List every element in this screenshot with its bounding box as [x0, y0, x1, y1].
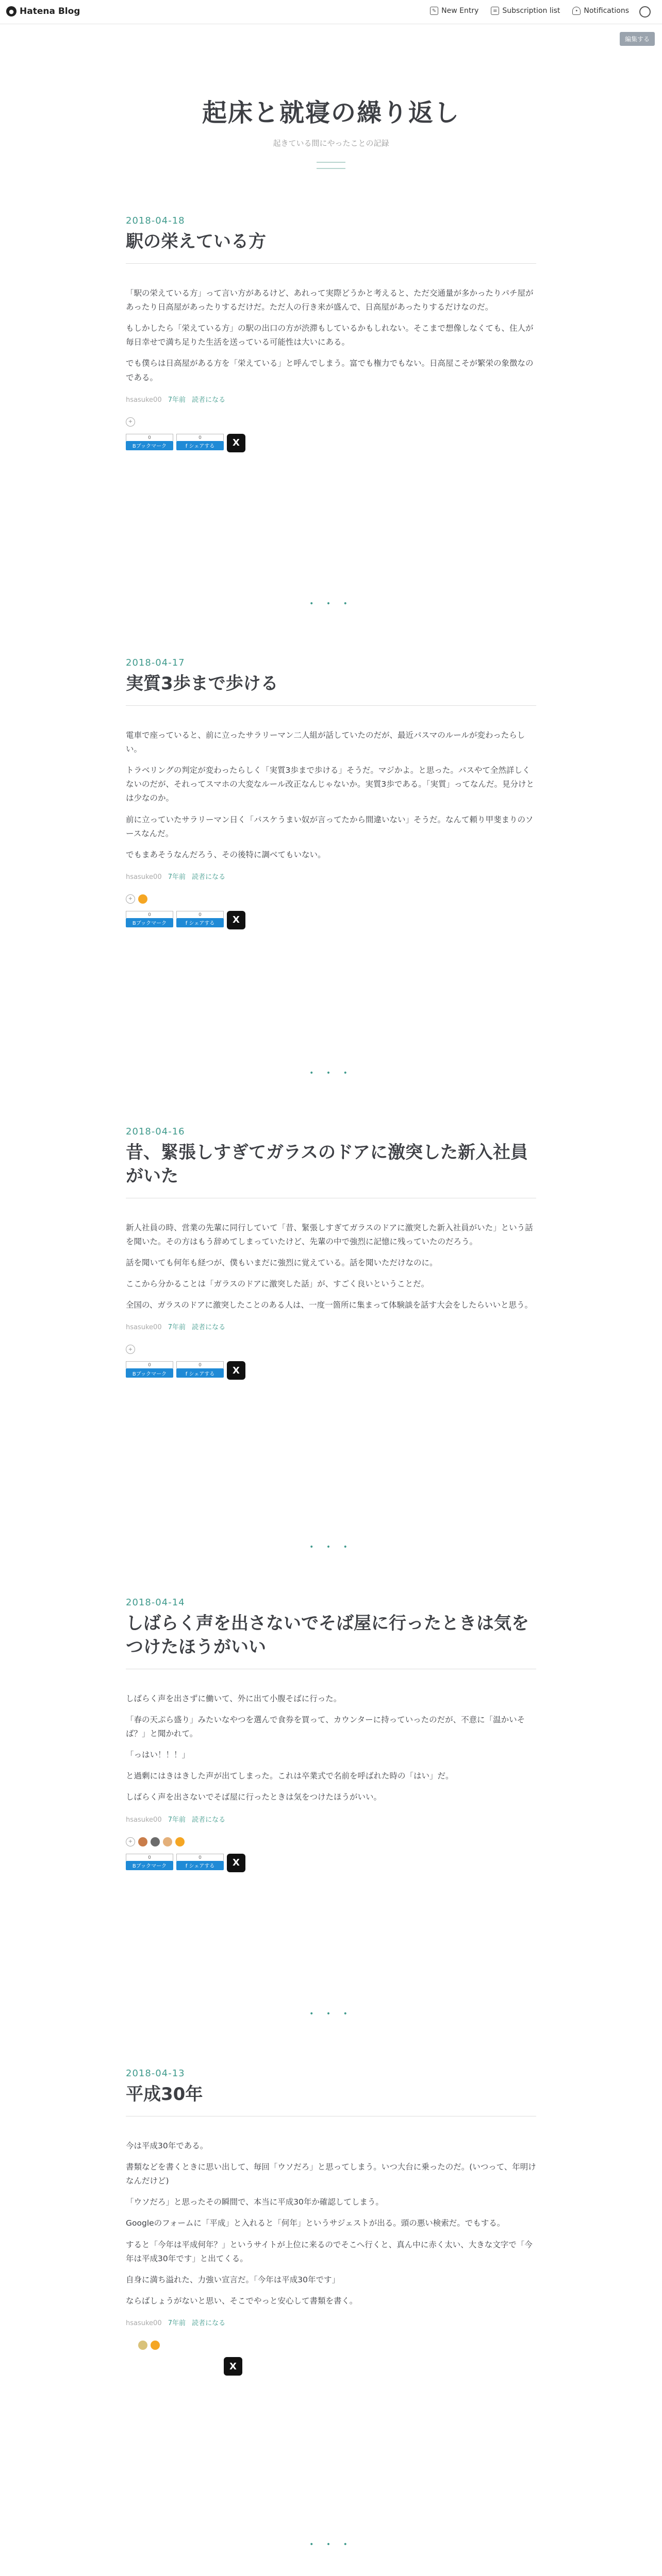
bookmark-count: 0	[126, 1361, 173, 1368]
add-star-icon[interactable]: +	[126, 1837, 135, 1846]
top-nav	[430, 7, 629, 15]
article-date[interactable]: 2018-04-13	[126, 2068, 185, 2079]
user-menu-icon[interactable]	[639, 6, 651, 18]
hatena-bookmark-button[interactable]: Bブックマーク	[126, 1368, 173, 1378]
article-body	[126, 1692, 536, 1805]
author-link[interactable]: hsasuke00	[126, 1324, 162, 1332]
subscribe-link[interactable]: 読者になる	[192, 873, 226, 881]
paragraph: ならばしょうがないと思い、そこでやっと安心して書類を書く。	[126, 2296, 358, 2306]
article-body	[126, 286, 536, 385]
paragraph: すると「今年は平成何年？」というサイトが上位に来るのでそこへ行くと、真ん中に赤く太い、大きな文字で「今年は平成30年です」と出てくる。	[126, 2240, 533, 2263]
list-icon: ≡	[491, 7, 499, 15]
paragraph: 自身に満ち溢れた、力強い宣言だ。「今年は平成30年です」	[126, 2275, 340, 2284]
paragraph: 「春の天ぷら盛り」みたいなやつを選んで食券を買って、カウンターに持っていったのだが、不意に「温かいそば？」と聞かれて。	[126, 1715, 525, 1739]
share-count: 0	[176, 434, 224, 441]
paragraph: でもまあそうなんだろう、その後特に調べてもいない。	[126, 850, 326, 859]
facebook-share-button[interactable]: f シェアする	[176, 441, 224, 450]
blog-header	[0, 93, 662, 169]
article-meta	[126, 394, 536, 404]
share-buttons	[126, 1854, 536, 1872]
bookmark-count: 0	[126, 1854, 173, 1861]
author-link[interactable]: hsasuke00	[126, 873, 162, 881]
facebook-share[interactable]	[176, 912, 224, 929]
article-body	[126, 728, 536, 862]
timestamp-link[interactable]: 7年前	[168, 873, 186, 881]
timestamp-link[interactable]: 7年前	[168, 396, 186, 404]
share-buttons	[126, 911, 536, 929]
paragraph: でも僕らは日高屋がある方を「栄えている」と呼んでしまう。富でも権力でもない。日高屋こそが繁栄の象徴なのである。	[126, 359, 534, 382]
subscription-list-link[interactable]	[491, 7, 560, 15]
share-buttons	[126, 2357, 536, 2376]
paragraph: 話を聞いても何年も経つが、僕もいまだに強烈に覚えている。話を聞いただけなのに。	[126, 1258, 438, 1268]
facebook-share[interactable]	[176, 435, 224, 452]
article-body	[126, 2139, 536, 2308]
hatena-bookmark-button[interactable]: Bブックマーク	[126, 441, 173, 450]
star-row	[126, 417, 536, 427]
article-body	[126, 1221, 536, 1313]
paragraph: 「っはい！！！」	[126, 1750, 190, 1760]
bell-icon: •	[572, 7, 581, 15]
user-star-icon[interactable]	[138, 2341, 147, 2350]
paragraph: と過剰にはきはきした声が出てしまった。これは卒業式で名前を呼ばれた時の「はい」だ。	[126, 1771, 454, 1781]
blog-title[interactable]: 起床と就寝の繰り返し	[202, 98, 460, 127]
hatena-blog-logo[interactable]	[6, 6, 80, 16]
paragraph: 今は平成30年である。	[126, 2141, 208, 2150]
article-title[interactable]: 駅の栄えている方	[126, 231, 266, 252]
star-row	[126, 2341, 536, 2350]
article-title[interactable]: 昔、緊張しすぎてガラスのドアに激突した新入社員がいた	[126, 1142, 528, 1187]
x-share-icon[interactable]: X	[227, 1361, 245, 1380]
x-share-icon[interactable]: X	[224, 2357, 242, 2376]
paragraph: トラベリングの判定が変わったらしく「実質3歩まで歩ける」そうだ。マジかよ。と思った。パスやて全然詳しくないのだが、それってスマホの大変なルール改正なんじゃないか。実質3歩である。「実質」ってなんだ。見分けとは少なのか。	[126, 766, 534, 803]
share-count: 0	[176, 1361, 224, 1368]
paragraph: ここから分かることは「ガラスのドアに激突した話」が、すごく良いということだ。	[126, 1279, 429, 1289]
bookmark-share[interactable]	[126, 435, 173, 452]
share-count: 0	[176, 911, 224, 918]
paragraph: 電車で座っていると、前に立ったサラリーマン二人組が話していたのだが、最近パスマのルールが変わったらしい。	[126, 730, 525, 754]
share-count: 0	[176, 1854, 224, 1861]
article-date[interactable]: 2018-04-14	[126, 1597, 185, 1608]
subscribe-link[interactable]: 読者になる	[192, 396, 226, 404]
user-star-icon[interactable]	[138, 1837, 147, 1846]
paragraph: もしかしたら「栄えている方」の駅の出口の方が渋滞もしているかもしれない。そこまで想像しなくても、住人が毎日幸せで満ち足りた生活を送っている可能性は大いにある。	[126, 324, 534, 347]
article-separator: • • •	[309, 1543, 353, 1551]
article-title[interactable]: 実質3歩まで歩ける	[126, 673, 278, 694]
article-separator: • • •	[309, 600, 353, 608]
author-link[interactable]: hsasuke00	[126, 396, 162, 404]
article-title[interactable]: しばらく声を出さないでそば屋に行ったときは気をつけたほうがいい	[126, 1613, 529, 1657]
paragraph: しばらく声を出さずに働いて、外に出て小腹そばに行った。	[126, 1693, 342, 1703]
paragraph: 「駅の栄えている方」って言い方があるけど、あれって実際どうかと考えると、ただ交通量が多かったりパチ屋があったり日高屋があったりするだけだ。ただ人の行き来が盛んで、日高屋があったりするだけなのだ。	[126, 288, 534, 312]
paragraph: 書類などを書くときに思い出して、毎回「ウソだろ」と思ってしまう。いつ大台に乗ったのだ。(いつって、年明けなんだけど)	[126, 2162, 536, 2186]
blog-description: 起きている間にやったことの記録	[273, 139, 389, 148]
article-separator: • • •	[309, 1069, 353, 1077]
notifications-link[interactable]	[572, 7, 629, 15]
hatena-bookmark-button[interactable]: Bブックマーク	[126, 1861, 173, 1870]
add-star-icon[interactable]: +	[126, 1345, 135, 1354]
article-separator: • • •	[309, 2540, 353, 2549]
new-entry-label: New Entry	[441, 7, 479, 15]
logo-text: Hatena Blog	[20, 6, 80, 16]
bookmark-count: 0	[126, 434, 173, 441]
paragraph: 「ウソだろ」と思ったその瞬間で、本当に平成30年か確認してしまう。	[126, 2197, 384, 2207]
user-star-icon[interactable]	[138, 894, 147, 904]
article-date[interactable]: 2018-04-16	[126, 1126, 185, 1137]
x-share-icon[interactable]: X	[227, 1854, 245, 1872]
subscription-list-label: Subscription list	[502, 7, 560, 15]
facebook-share-button[interactable]: f シェアする	[176, 1861, 224, 1870]
paragraph: 前に立っていたサラリーマン日く「パスケうまい奴が言ってたから間違いない」そうだ。なんて頼り甲斐まりのソースなんだ。	[126, 815, 534, 838]
facebook-share[interactable]	[176, 1363, 224, 1380]
paragraph: 全国の、ガラスのドアに激突したことのある人は、一度一箇所に集まって体験談を話す大会をしたらいいと思う。	[126, 1300, 533, 1310]
title-divider	[126, 263, 536, 264]
article	[126, 1126, 536, 1380]
subscribe-link[interactable]: 読者になる	[192, 1816, 226, 1824]
subscribe-link[interactable]: 読者になる	[192, 2319, 226, 2328]
user-star-icon[interactable]	[175, 1837, 185, 1846]
title-divider	[126, 705, 536, 706]
facebook-share[interactable]	[176, 1855, 224, 1872]
user-star-icon[interactable]	[151, 2341, 160, 2350]
article-meta	[126, 871, 536, 881]
article-meta	[126, 1814, 536, 1824]
author-link[interactable]: hsasuke00	[126, 1816, 162, 1824]
article-meta	[126, 1321, 536, 1331]
article-date[interactable]: 2018-04-17	[126, 657, 185, 668]
article	[126, 657, 536, 929]
author-link[interactable]: hsasuke00	[126, 2319, 162, 2328]
hatena-logo-icon: ●	[6, 6, 16, 16]
notifications-label: Notifications	[584, 7, 629, 15]
add-star-icon[interactable]: +	[126, 417, 135, 427]
article-title[interactable]: 平成30年	[126, 2084, 203, 2105]
paragraph: 新人社員の時、営業の先輩に同行していて「昔、緊張しすぎてガラスのドアに激突した新入社員がいた」という話を聞いた。その方はもう辞めてしまっていたけど、先輩の中で強烈に記憶に残っていたのだろう。	[126, 1223, 533, 1246]
article	[126, 2068, 536, 2376]
timestamp-link[interactable]: 7年前	[168, 2319, 186, 2328]
article	[126, 1597, 536, 1872]
article-meta	[126, 2317, 536, 2327]
timestamp-link[interactable]: 7年前	[168, 1324, 186, 1332]
article-separator: • • •	[309, 2010, 353, 2018]
share-buttons	[126, 434, 536, 452]
new-entry-link[interactable]	[430, 7, 478, 15]
bookmark-share[interactable]	[126, 1363, 173, 1380]
header-divider	[317, 162, 345, 169]
facebook-share-button[interactable]: f シェアする	[176, 1368, 224, 1378]
bookmark-share[interactable]	[126, 912, 173, 929]
facebook-share-button[interactable]: f シェアする	[176, 918, 224, 927]
star-row	[126, 894, 536, 904]
star-row	[126, 1837, 536, 1846]
share-buttons	[126, 1361, 536, 1380]
add-star-icon[interactable]: +	[126, 894, 135, 904]
hatena-bookmark-button[interactable]: Bブックマーク	[126, 918, 173, 927]
edit-button[interactable]: 編集する	[620, 32, 655, 46]
user-star-icon[interactable]	[151, 1837, 160, 1846]
subscribe-link[interactable]: 読者になる	[192, 1324, 226, 1332]
bookmark-count: 0	[126, 911, 173, 918]
bookmark-share[interactable]	[126, 1855, 173, 1872]
x-share-icon[interactable]: X	[227, 434, 245, 452]
paragraph: しばらく声を出さないでそば屋に行ったときは気をつけたほうがいい。	[126, 1792, 382, 1802]
paragraph: Googleのフォームに「平成」と入れると「何年」というサジェストが出る。頭の悪い検索だ。でもする。	[126, 2218, 505, 2228]
article-date[interactable]: 2018-04-18	[126, 215, 185, 226]
user-star-icon[interactable]	[163, 1837, 172, 1846]
article	[126, 215, 536, 452]
timestamp-link[interactable]: 7年前	[168, 1816, 186, 1824]
star-row	[126, 1345, 536, 1354]
top-bar	[0, 0, 662, 24]
x-share-icon[interactable]: X	[227, 911, 245, 929]
pencil-icon: ✎	[430, 7, 438, 15]
